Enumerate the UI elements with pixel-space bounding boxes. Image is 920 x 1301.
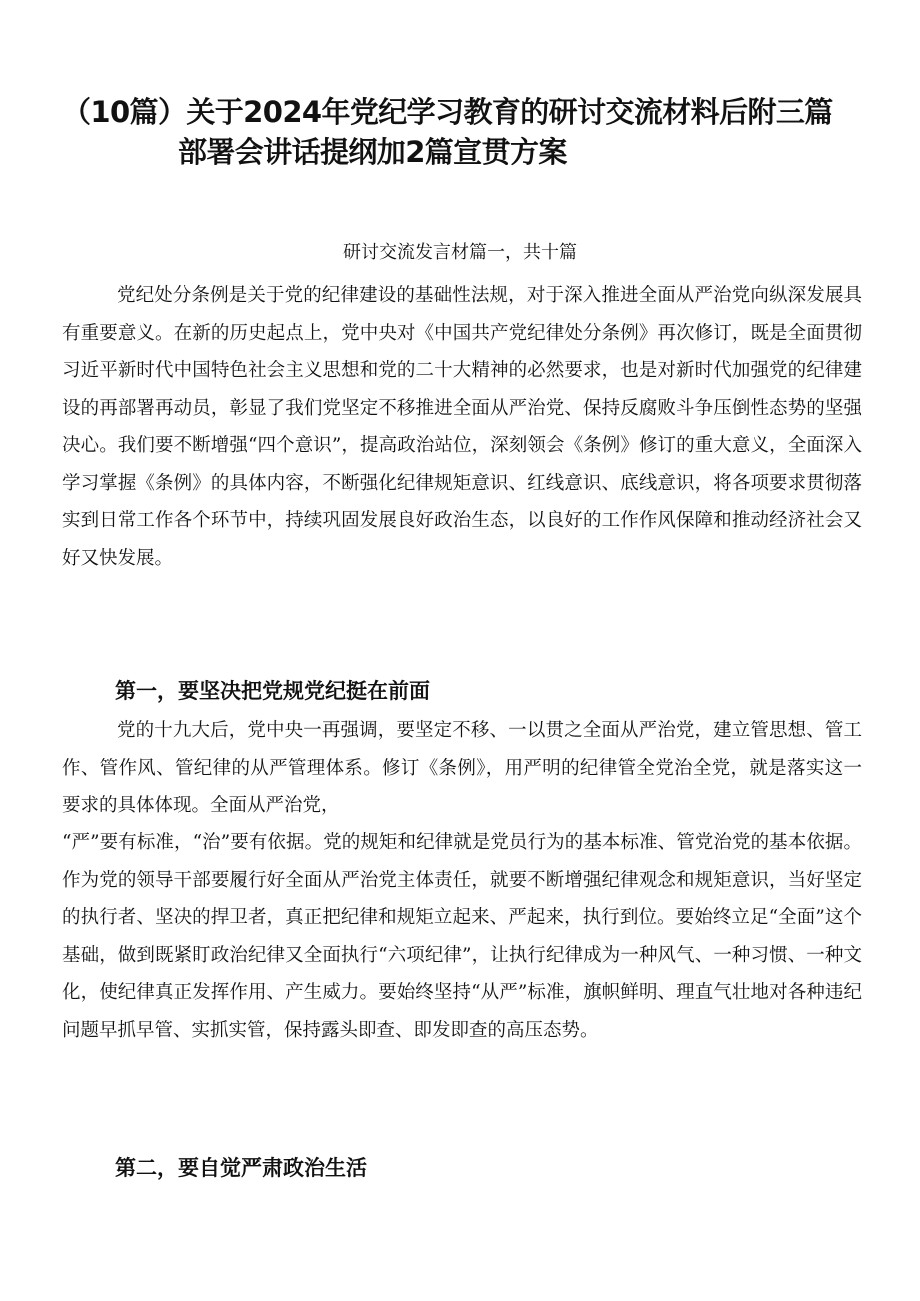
section-subtitle: 研讨交流发言材篇一，共十篇 [343, 242, 577, 263]
document-title-line2: 部署会讲话提纲加2篇宣贯方案 [178, 135, 567, 169]
document-title [62, 92, 872, 172]
document-title-line1: （10篇）关于2024年党纪学习教育的研讨交流材料后附三篇 [62, 95, 833, 129]
heading-second: 第二，要自觉严肃政治生活 [115, 1156, 367, 1180]
heading-first: 第一，要坚决把党规党纪挺在前面 [115, 679, 430, 703]
paragraph-intro: 党纪处分条例是关于党的纪律建设的基础性法规，对于深入推进全面从严治党向纵深发展具有重要意义。在新的历史起点上，党中央对《中国共产党纪律处分条例》再次修订，既是全面贯彻习近平新时代中国特色社会主义思想和党的二十大精神的必然要求，也是对新时代加强党的纪律建设的再部署再动员，彰显了我们党坚定不移推进全面从严治党、保持反腐败斗争压倒性态势的坚强决心。我们要不断增强“四个意识”，提高政治站位，深刻领会《条例》修订的重大意义，全面深入学习掌握《条例》的具体内容，不断强化纪律规矩意识、红线意识、底线意识，将各项要求贯彻落实到日常工作各个环节中，持续巩固发展良好政治生态，以良好的工作作风保障和推动经济社会又好又快发展。 [62, 285, 862, 569]
paragraph-first-b: “严”要有标准，“治”要有依据。党的规矩和纪律就是党员行为的基本标准、管党治党的基本依据。作为党的领导干部要履行好全面从严治党主体责任，就要不断增强纪律观念和规矩意识，当好坚定的执行者、坚决的捍卫者，真正把纪律和规矩立起来、严起来，执行到位。要始终立足“全面”这个基础，做到既紧盯政治纪律又全面执行“六项纪律”，让执行纪律成为一种风气、一种习惯、一种文化，使纪律真正发挥作用、产生威力。要始终坚持“从严”标准，旗帜鲜明、理直气壮地对各种违纪问题早抓早管、实抓实管，保持露头即查、即发即查的高压态势。 [62, 832, 862, 1041]
paragraph-first-a: 党的十九大后，党中央一再强调，要坚定不移、一以贯之全面从严治党，建立管思想、管工作、管作风、管纪律的从严管理体系。修订《条例》，用严明的纪律管全党治全党，就是落实这一要求的具体体现。全面从严治党， [62, 720, 862, 816]
